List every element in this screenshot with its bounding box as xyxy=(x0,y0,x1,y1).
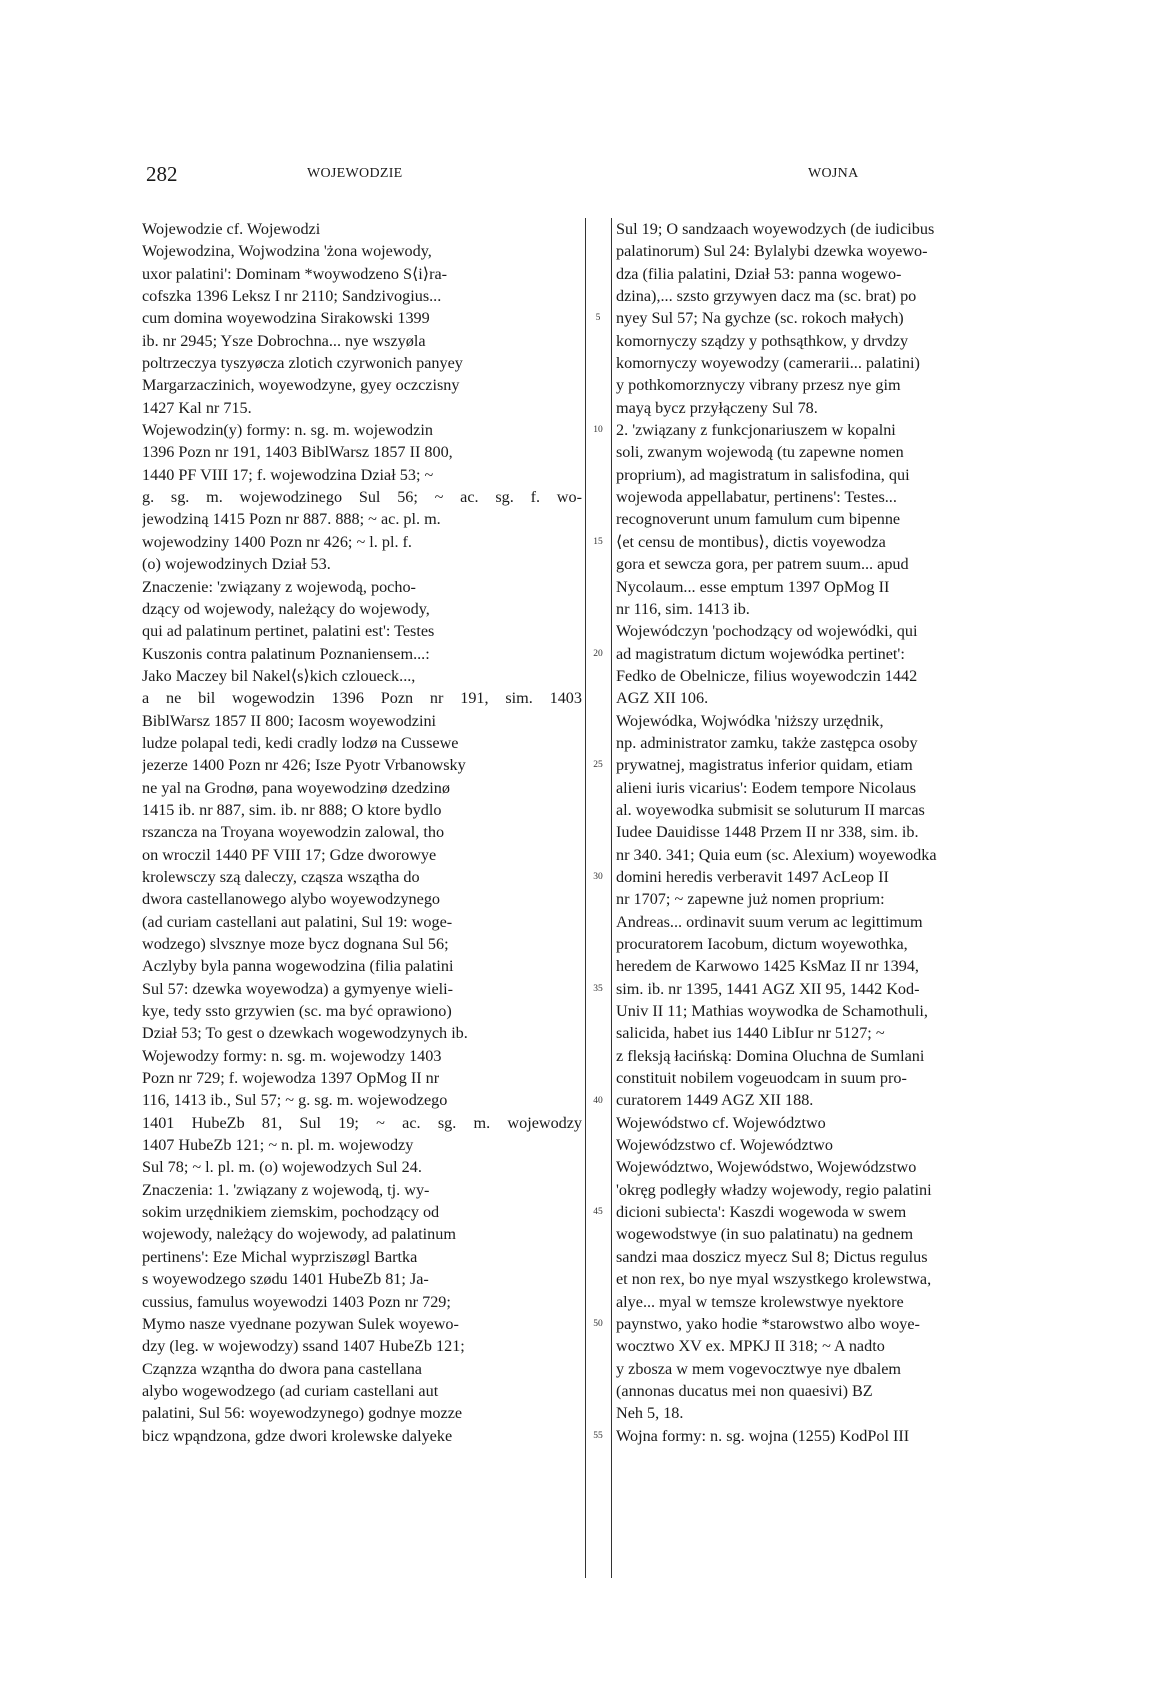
text-line: wodzego) slvsznye moze bycz dognana Sul 56; xyxy=(142,935,449,953)
text-line: (ad curiam castellani aut palatini, Sul 19: woge- xyxy=(142,912,453,931)
text-line: ⟨et censu de montibus⟩, dictis voyewodza xyxy=(616,532,886,551)
left-column xyxy=(142,218,582,1618)
line-number: 35 xyxy=(593,983,603,994)
text-line: cussius, famulus woyewodzi 1403 Pozn nr 729; xyxy=(142,1292,451,1311)
text-line: krolewsczy szą daleczy, cząsza wszątha do xyxy=(142,867,420,886)
text-line: 2. 'związany z funkcjonariuszem w kopalni xyxy=(616,421,896,440)
text-line: Neh 5, 18. xyxy=(616,1404,684,1423)
text-line: qui ad palatinum pertinet, palatini est': Testes xyxy=(142,622,435,641)
text-line: Wojewódczyn 'pochodzący od wojewódki, qui xyxy=(616,622,918,641)
text-line: Wojewódka, Wojwódka 'niższy urzędnik, xyxy=(616,711,884,730)
right-column xyxy=(616,218,1054,1618)
text-line: gora et sewcza gora, per patrem suum... apud xyxy=(616,555,909,574)
text-line: 1440 PF VIII 17; f. wojewodzina Dział 53; ~ xyxy=(142,465,434,484)
text-line: 'okręg podległy władzy wojewody, regio palatini xyxy=(616,1180,932,1199)
text-line: ne yal na Grodnø, pana woyewodzinø dzedzinø xyxy=(142,778,450,797)
text-line: procuratorem Iacobum, dictum woyewothka, xyxy=(616,935,908,953)
text-line: BiblWarsz 1857 II 800; Iacosm woyewodzini xyxy=(142,711,437,730)
text-line: nr 1707; ~ zapewne już nomen proprium: xyxy=(616,890,885,909)
text-line: on wroczil 1440 PF VIII 17; Gdze dworowye xyxy=(142,845,437,864)
text-line: Cząnzza wząntha do dwora pana castellana xyxy=(142,1359,422,1378)
text-line: a ne bil wogewodzin 1396 Pozn nr 191, sim. 1403 xyxy=(142,689,582,708)
text-line: Wojewodzie cf. Wojewodzi xyxy=(142,220,321,238)
text-line: poltrzeczya tyszyøcza zlotich czyrwonich panyey xyxy=(142,354,463,373)
text-line: Sul 57: dzewka woyewodza) a gymyenye wieli- xyxy=(142,979,454,998)
page-header xyxy=(146,162,1058,186)
text-line: uxor palatini': Dominam *woywodzeno S⟨i⟩ra- xyxy=(142,264,448,283)
text-line: domini heredis verberavit 1497 AcLeop II xyxy=(616,867,889,886)
text-line: nr 340. 341; Quia eum (sc. Alexium) woyewodka xyxy=(616,845,937,864)
text-line: heredem de Karwowo 1425 KsMaz II nr 1394, xyxy=(616,957,919,976)
column-rule-left xyxy=(585,218,586,1578)
text-line: Kuszonis contra palatinum Poznaniensem...: xyxy=(142,644,430,663)
text-line: wogewodstwye (in suo palatinatu) na gednem xyxy=(616,1225,914,1244)
line-number: 10 xyxy=(593,425,603,436)
text-line: palatini, Sul 56: woyewodzynego) godnye mozze xyxy=(142,1404,463,1423)
text-line: g. sg. m. wojewodzinego Sul 56; ~ ac. sg. f. wo- xyxy=(142,488,582,507)
line-number: 55 xyxy=(593,1430,603,1441)
text-line: s woyewodzego szødu 1401 HubeZb 81; Ja- xyxy=(142,1270,429,1289)
line-number: 15 xyxy=(593,536,603,547)
text-line: al. woyewodka submisit se soluturum II marcas xyxy=(616,800,925,819)
text-line: Fedko de Obelnicze, filius woyewodczin 1442 xyxy=(616,666,918,685)
text-line: wojewodziny 1400 Pozn nr 426; ~ l. pl. f. xyxy=(142,532,412,551)
running-head-right: WOJNA xyxy=(808,166,859,181)
text-line: nr 116, sim. 1413 ib. xyxy=(616,599,750,618)
text-line: alybo wogewodzego (ad curiam castellani aut xyxy=(142,1381,439,1400)
text-line: Znaczenia: 1. 'związany z wojewodą, tj. wy- xyxy=(142,1180,430,1199)
text-line: recognoverunt unum famulum cum bipenne xyxy=(616,510,901,529)
text-line: cum domina woyewodzina Sirakowski 1399 xyxy=(142,309,430,328)
text-line: salicida, habet ius 1440 LibIur nr 5127; ~ xyxy=(616,1024,885,1043)
text-line: 1427 Kal nr 715. xyxy=(142,398,252,417)
text-line: soli, zwanym wojewodą (tu zapewne nomen xyxy=(616,443,904,462)
text-line: y pothkomorznyczy vibrany przesz nye gim xyxy=(616,376,901,395)
text-line: komornyczy woyewodzy (camerarii... palatini) xyxy=(616,354,920,373)
text-line: ad magistratum dictum wojewódka pertinet': xyxy=(616,644,905,663)
text-line: dicioni subiecta': Kaszdi wogewoda w swem xyxy=(616,1203,907,1222)
text-line: Jako Maczey bil Nakel⟨s⟩kich czloueck..., xyxy=(142,666,416,685)
text-line: curatorem 1449 AGZ XII 188. xyxy=(616,1091,814,1110)
text-line: palatinorum) Sul 24: Bylalybi dzewka woyewo- xyxy=(616,242,928,261)
running-head-left: WOJEWODZIE xyxy=(307,166,403,181)
text-line: komornyczy sządzy y pothsąthkow, y drvdzy xyxy=(616,331,909,350)
text-line: mayą bycz przyłączeny Sul 78. xyxy=(616,398,818,417)
text-line: jezerze 1400 Pozn nr 426; Isze Pyotr Vrbanowsky xyxy=(142,756,466,775)
line-number: 40 xyxy=(593,1095,603,1106)
text-line: wocztwo XV ex. MPKJ II 318; ~ A nadto xyxy=(616,1337,885,1356)
text-line: pertinens': Eze Michal wyprziszøgl Bartka xyxy=(142,1247,418,1266)
text-line: dzy (leg. w wojewodzy) ssand 1407 HubeZb 121; xyxy=(142,1337,465,1356)
text-line: Andreas... ordinavit suum verum ac legittimum xyxy=(616,912,923,931)
text-line: alieni iuris vicarius': Eodem tempore Nicolaus xyxy=(616,778,917,797)
line-number: 30 xyxy=(593,872,603,883)
text-line: Iudee Dauidisse 1448 Przem II nr 338, sim. ib. xyxy=(616,823,919,842)
text-line: 1401 HubeZb 81, Sul 19; ~ ac. sg. m. wojewodzy xyxy=(142,1113,582,1132)
text-line: np. administrator zamku, także zastępca osoby xyxy=(616,733,918,752)
text-line: 116, 1413 ib., Sul 57; ~ g. sg. m. wojewodzego xyxy=(142,1091,448,1110)
text-line: AGZ XII 106. xyxy=(616,689,709,708)
text-line: Wojewódzstwo cf. Województwo xyxy=(616,1136,833,1155)
text-line: sokim urzędnikiem ziemskim, pochodzący od xyxy=(142,1203,440,1222)
text-line: Wojewodzy formy: n. sg. m. wojewodzy 1403 xyxy=(142,1046,442,1065)
text-line: alye... myal w temsze krolewstwye nyektore xyxy=(616,1292,904,1311)
line-number: 50 xyxy=(593,1319,603,1330)
text-line: bicz wpąndzona, gdze dwori krolewske dalyeke xyxy=(142,1426,453,1445)
text-line: 1407 HubeZb 121; ~ n. pl. m. wojewodzy xyxy=(142,1136,414,1155)
text-line: Margarzaczinich, woyewodzyne, gyey oczczisny xyxy=(142,376,460,395)
text-line: ib. nr 2945; Ysze Dobrochna... nye wszyøla xyxy=(142,331,426,350)
text-line: (o) wojewodzinych Dział 53. xyxy=(142,555,331,574)
text-line: dza (filia palatini, Dział 53: panna wogewo- xyxy=(616,264,902,283)
text-line: Województwo, Wojewódstwo, Wojewódzstwo xyxy=(616,1158,917,1177)
page-number: 282 xyxy=(146,162,178,186)
text-line: dzina),... szsto grzywyen dacz ma (sc. brat) po xyxy=(616,287,917,306)
text-line: proprium), ad magistratum in salisfodina, qui xyxy=(616,465,910,484)
text-line: wojewoda appellabatur, pertinens': Testes... xyxy=(616,488,897,507)
text-line: Dział 53; To gest o dzewkach wogewodzynych ib. xyxy=(142,1024,468,1043)
text-line: kye, tedy ssto grzywien (sc. ma być oprawiono) xyxy=(142,1002,452,1021)
line-number: 45 xyxy=(593,1207,603,1218)
line-number: 20 xyxy=(593,648,603,659)
text-line: Znaczenie: 'związany z wojewodą, pocho- xyxy=(142,577,416,596)
text-line: (annonas ducatus mei non quaesivi) BZ xyxy=(616,1381,873,1400)
text-line: Wojna formy: n. sg. wojna (1255) KodPol III xyxy=(616,1426,910,1445)
text-line: cofszka 1396 Leksz I nr 2110; Sandzivogius... xyxy=(142,287,442,306)
text-line: et non rex, bo nye myal wszystkego krolewstwa, xyxy=(616,1270,932,1289)
text-line: nyey Sul 57; Na gychze (sc. rokoch małych) xyxy=(616,309,904,328)
line-number: 25 xyxy=(593,760,603,771)
text-line: Nycolaum... esse emptum 1397 OpMog II xyxy=(616,577,890,596)
text-line: Aczlyby byla panna wogewodzina (filia palatini xyxy=(142,957,454,976)
text-line: Univ II 11; Mathias woywodka de Schamothuli, xyxy=(616,1002,928,1021)
text-line: Sul 19; O sandzaach woyewodzych (de iudicibus xyxy=(616,220,935,238)
text-line: y zbosza w mem vogevocztwye nye dbalem xyxy=(616,1359,901,1378)
text-line: 1415 ib. nr 887, sim. ib. nr 888; O ktore bydlo xyxy=(142,800,442,819)
text-line: prywatnej, magistratus inferior quidam, etiam xyxy=(616,756,913,775)
text-line: Pozn nr 729; f. wojewodza 1397 OpMog II nr xyxy=(142,1069,440,1088)
text-line: sim. ib. nr 1395, 1441 AGZ XII 95, 1442 Kod- xyxy=(616,979,920,998)
text-line: paynstwo, yako hodie *starowstwo albo woye- xyxy=(616,1314,920,1333)
text-line: Wojewódstwo cf. Województwo xyxy=(616,1113,826,1132)
text-line: Sul 78; ~ l. pl. m. (o) wojewodzych Sul 24. xyxy=(142,1158,422,1177)
text-line: rszancza na Troyana woyewodzin zalowal, tho xyxy=(142,823,445,842)
text-line: constituit nobilem vogeuodcam in suum pro- xyxy=(616,1069,907,1088)
text-line: z fleksją łacińską: Domina Oluchna de Sumlani xyxy=(616,1046,925,1065)
text-line: wojewody, należący do wojewody, ad palatinum xyxy=(142,1225,456,1244)
text-line: Wojewodzin(y) formy: n. sg. m. wojewodzin xyxy=(142,421,433,440)
text-line: dzący od wojewody, należący do wojewody, xyxy=(142,599,430,618)
text-line: Wojewodzina, Wojwodzina 'żona wojewody, xyxy=(142,242,432,261)
text-line: sandzi maa doszicz myecz Sul 8; Dictus regulus xyxy=(616,1247,928,1266)
text-line: dwora castellanowego alybo woyewodzynego xyxy=(142,890,441,909)
text-line: jewodziną 1415 Pozn nr 887. 888; ~ ac. pl. m. xyxy=(142,510,441,529)
text-line: ludze polapal tedi, kedi cradly lodzø na Cussewe xyxy=(142,733,459,752)
column-rule-right xyxy=(611,218,612,1578)
text-line: 1396 Pozn nr 191, 1403 BiblWarsz 1857 II 800, xyxy=(142,443,453,462)
line-number: 5 xyxy=(595,313,601,324)
text-line: Mymo nasze vyednane pozywan Sulek woyewo- xyxy=(142,1314,459,1333)
